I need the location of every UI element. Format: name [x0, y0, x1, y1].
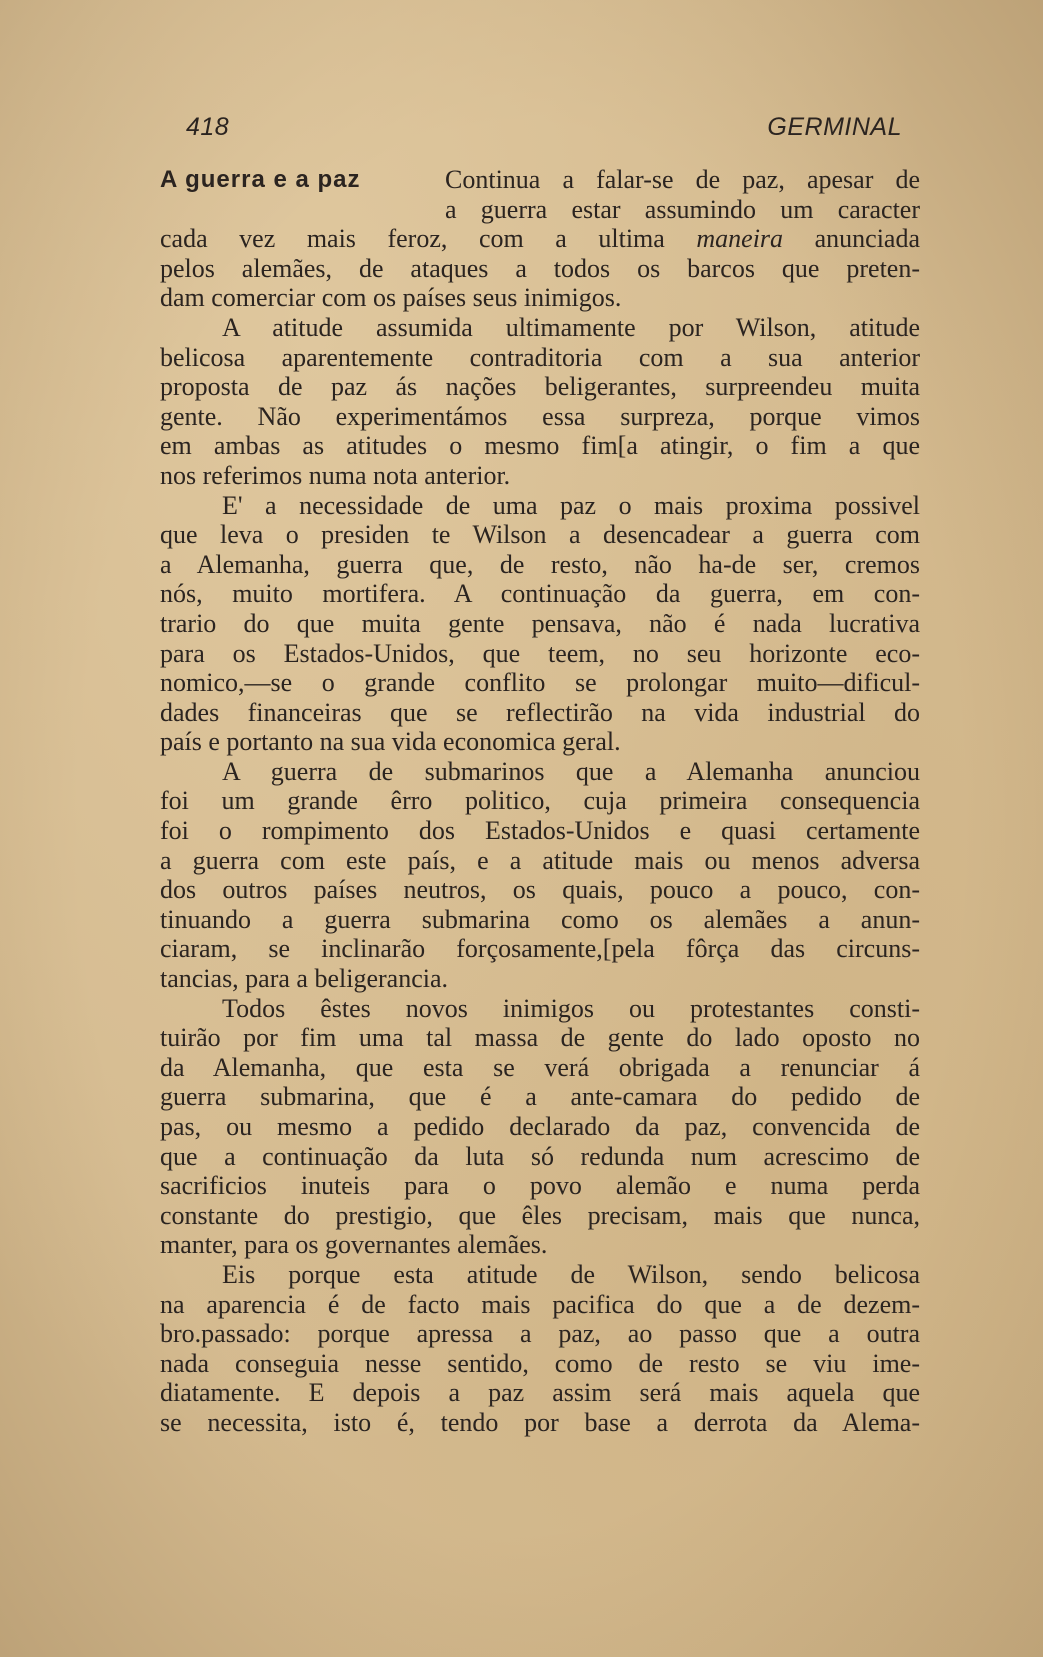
paragraph-line: guerra submarina, que é a ante-camara do pedido de: [160, 1082, 920, 1112]
paragraph-line: pas, ou mesmo a pedido declarado da paz, convencida de: [160, 1112, 920, 1141]
paragraph-line: ciaram, se inclinarão forçosamente,[pela fôrça das circuns-: [160, 934, 920, 964]
paragraph-line: tancias, para a beligerancia.: [160, 964, 448, 994]
section-heading: A guerra e a paz: [160, 166, 361, 193]
paragraph-line: constante do prestigio, que êles precisam, mais que nunca,: [160, 1200, 920, 1230]
paragraph-line: diatamente. E depois a paz assim será mais aquela que: [160, 1378, 920, 1408]
paragraph-line: [160, 165, 920, 195]
paragraph-line: belicosa aparentemente contraditoria com a sua anterior: [160, 342, 920, 372]
paragraph-line: nós, muito mortifera. A continuação da guerra, em con-: [160, 579, 920, 609]
paragraph-line: a guerra com este país, e a atitude mais ou menos adversa: [160, 845, 920, 875]
paragraph-line: nos referimos numa nota anterior.: [160, 460, 511, 490]
paragraph-line: da Alemanha, que esta se verá obrigada a renunciar á: [160, 1052, 920, 1082]
article-body: [160, 165, 920, 1438]
paragraph-line: a Alemanha, guerra que, de resto, não ha-de ser, cremos: [160, 549, 920, 579]
paragraph-line: foi um grande êrro politico, cuja primeira consequencia: [160, 786, 920, 816]
paragraph-line: Todos êstes novos inimigos ou protestantes consti-: [222, 993, 920, 1023]
paragraph-line: gente. Não experimentámos essa surpreza, porque vimos: [160, 401, 920, 431]
paragraph-line: na aparencia é de facto mais pacifica do que a de dezem-: [160, 1289, 920, 1319]
paragraph-line: [160, 224, 920, 254]
italic-word: maneira: [696, 224, 784, 254]
paragraph-line: dos outros países neutros, os quais, pouco a pouco, con-: [160, 875, 920, 905]
paragraph-line: em ambas as atitudes o mesmo fim[a atingir, o fim a que: [160, 431, 920, 461]
paragraph-line: sacrificios inuteis para o povo alemão e numa perda: [160, 1171, 920, 1201]
paragraph-line: nomico,—se o grande conflito se prolongar muito—dificul-: [160, 668, 920, 698]
paragraph-line: bro.passado: porque apressa a paz, ao passo que a outra: [160, 1319, 920, 1349]
paragraph-line: trario do que muita gente pensava, não é nada lucrativa: [160, 608, 920, 638]
page-number: 418: [186, 113, 230, 141]
paragraph-line: que leva o presiden te Wilson a desencadear a guerra com: [160, 520, 920, 550]
paragraph-line: foi o rompimento dos Estados-Unidos e quasi certamente: [160, 816, 920, 846]
paragraph-line: que a continuação da luta só redunda num acrescimo de: [160, 1141, 920, 1171]
paragraph-line: A atitude assumida ultimamente por Wilson, atitude: [222, 312, 920, 342]
paragraph-line: país e portanto na sua vida economica geral.: [160, 727, 621, 757]
paragraph-line: A guerra de submarinos que a Alemanha anunciou: [222, 756, 920, 786]
running-head: [186, 113, 902, 149]
line-text: anunciada: [814, 224, 920, 254]
paragraph-line: pelos alemães, de ataques a todos os barcos que preten-: [160, 253, 920, 283]
journal-title: GERMINAL: [767, 113, 902, 141]
paragraph-line: se necessita, isto é, tendo por base a derrota da Alema-: [160, 1407, 920, 1437]
line-text: Continua a falar-se de paz, apesar de: [445, 165, 920, 194]
line-text: cada vez mais feroz, com a ultima: [160, 224, 665, 254]
paragraph-line: E' a necessidade de uma paz o mais proxima possivel: [222, 490, 920, 520]
paragraph-line: tinuando a guerra submarina como os alemães a anun-: [160, 904, 920, 934]
paragraph-line: dades financeiras que se reflectirão na vida industrial do: [160, 697, 920, 727]
paragraph-line: proposta de paz ás nações beligerantes, surpreendeu muita: [160, 372, 920, 402]
paragraph-line: manter, para os governantes alemães.: [160, 1230, 548, 1260]
paragraph-line: a guerra estar assumindo um caracter: [445, 194, 920, 224]
paragraph-line: nada conseguia nesse sentido, como de resto se viu ime-: [160, 1348, 920, 1378]
paragraph-line: para os Estados-Unidos, que teem, no seu horizonte eco-: [160, 638, 920, 668]
paragraph-line: Eis porque esta atitude de Wilson, sendo belicosa: [222, 1259, 920, 1289]
paragraph-line: tuirão por fim uma tal massa de gente do lado oposto no: [160, 1023, 920, 1053]
paragraph-line: dam comerciar com os países seus inimigos.: [160, 283, 622, 313]
